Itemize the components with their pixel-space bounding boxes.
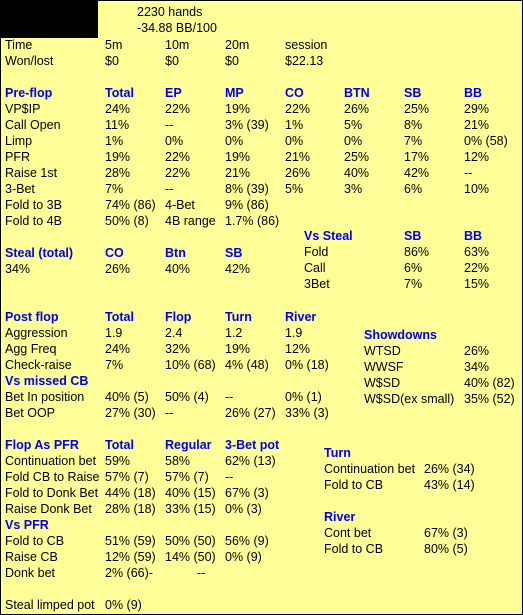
stat-value: -- bbox=[165, 406, 174, 420]
won-lost-10m: $0 bbox=[165, 54, 179, 68]
stat-value: 12% (59) bbox=[105, 550, 156, 564]
stat-label: W$SD(ex small) bbox=[364, 392, 455, 406]
stat-value: 40% bbox=[344, 166, 370, 180]
stat-value: 7% bbox=[404, 134, 423, 148]
postflop-col-total: Total bbox=[105, 310, 134, 324]
stat-label: Call Open bbox=[5, 118, 61, 132]
stat-value: 0% (1) bbox=[285, 390, 322, 404]
flop-pfr-col-3bet-pot: 3-Bet pot bbox=[225, 438, 280, 452]
stat-label: Raise Donk Bet bbox=[5, 502, 92, 516]
flop-pfr-col-total: Total bbox=[105, 438, 134, 452]
vs-steal-heading: Vs Steal bbox=[304, 229, 353, 243]
stat-value: 7% bbox=[105, 182, 124, 196]
stat-value: 51% (59) bbox=[105, 534, 156, 548]
stat-value: 1.9 bbox=[105, 326, 123, 340]
stat-value: 40% (15) bbox=[165, 486, 216, 500]
winrate: -34.88 BB/100 bbox=[137, 21, 217, 35]
hands-count: 2230 hands bbox=[137, 5, 203, 19]
stat-value: 26% (27) bbox=[225, 406, 276, 420]
preflop-col-sb: SB bbox=[404, 86, 422, 100]
stat-value: 1% bbox=[105, 134, 124, 148]
stat-value: 25% bbox=[404, 102, 430, 116]
stat-value: 1.2 bbox=[225, 326, 243, 340]
stat-value: 7% bbox=[404, 277, 423, 291]
stat-value: 19% bbox=[225, 102, 251, 116]
stat-value: 67% (3) bbox=[424, 526, 468, 540]
stat-value: 67% (3) bbox=[225, 486, 269, 500]
stat-value: 44% (18) bbox=[105, 486, 156, 500]
four-bet-range-label: 4B range bbox=[165, 214, 216, 228]
stat-label: Fold to CB bbox=[5, 534, 65, 548]
won-lost-label: Won/lost bbox=[5, 54, 54, 68]
stat-value: 21% bbox=[285, 150, 311, 164]
stat-value: 4% (48) bbox=[225, 358, 269, 372]
stat-value: 22% bbox=[165, 150, 191, 164]
stat-value: 6% bbox=[404, 182, 423, 196]
stat-label: Continuation bet bbox=[324, 462, 416, 476]
stat-value: 0% bbox=[344, 134, 363, 148]
stat-value: 26% (34) bbox=[424, 462, 475, 476]
stat-value: 1.9 bbox=[285, 326, 303, 340]
stat-label: Limp bbox=[5, 134, 33, 148]
stat-value: 22% bbox=[285, 102, 311, 116]
stat-value: 7% bbox=[105, 358, 124, 372]
stat-value: 10% bbox=[464, 182, 490, 196]
stat-label: WWSF bbox=[364, 360, 404, 374]
stat-value: 26% bbox=[344, 102, 370, 116]
stat-label: Fold bbox=[304, 245, 329, 259]
postflop-col-river: River bbox=[285, 310, 317, 324]
steal-col-co: CO bbox=[105, 246, 124, 260]
stat-value: 32% bbox=[165, 342, 191, 356]
stat-value: 27% (30) bbox=[105, 406, 156, 420]
stat-value: 25% bbox=[344, 150, 370, 164]
stat-value: 21% bbox=[225, 166, 251, 180]
stat-value: 43% (14) bbox=[424, 478, 475, 492]
stat-value: 57% (7) bbox=[165, 470, 209, 484]
stat-value: 14% (50) bbox=[165, 550, 216, 564]
stat-label: Fold CB to Raise bbox=[5, 470, 100, 484]
stat-value: 19% bbox=[225, 342, 251, 356]
stat-label: Bet OOP bbox=[5, 406, 56, 420]
turn-heading: Turn bbox=[324, 446, 351, 460]
stat-value: 0% (58) bbox=[464, 134, 508, 148]
river-heading: River bbox=[324, 510, 356, 524]
won-lost-5m: $0 bbox=[105, 54, 119, 68]
stat-value: 6% bbox=[404, 261, 423, 275]
stat-label: Bet In position bbox=[5, 390, 85, 404]
stat-value: 0% bbox=[225, 134, 244, 148]
stat-label: Call bbox=[304, 261, 326, 275]
stat-value: 21% bbox=[464, 118, 490, 132]
steal-limped-pot-label: Steal limped pot bbox=[5, 598, 95, 612]
flop-pfr-col-regular: Regular bbox=[165, 438, 212, 452]
col-5m: 5m bbox=[105, 38, 123, 52]
steal-btn-value: 40% bbox=[165, 262, 191, 276]
vs-pfr-heading: Vs PFR bbox=[5, 518, 49, 532]
redacted-player-name bbox=[1, 1, 98, 38]
stat-value: 50% (50) bbox=[165, 534, 216, 548]
stat-value: 56% (9) bbox=[225, 534, 269, 548]
stat-value: 2.4 bbox=[165, 326, 183, 340]
stat-value: 0% (9) bbox=[225, 550, 262, 564]
preflop-col-co: CO bbox=[285, 86, 304, 100]
stat-value: 12% bbox=[285, 342, 311, 356]
stat-value: 59% bbox=[105, 454, 131, 468]
stat-label: Raise CB bbox=[5, 550, 58, 564]
preflop-col-total: Total bbox=[105, 86, 134, 100]
stat-value: -- bbox=[225, 470, 234, 484]
stat-value: 12% bbox=[464, 150, 490, 164]
four-bet-range-value: 1.7% (86) bbox=[225, 214, 280, 228]
preflop-col-btn: BTN bbox=[344, 86, 370, 100]
stat-value: 33% (3) bbox=[285, 406, 329, 420]
stat-label: Check-raise bbox=[5, 358, 72, 372]
stat-value: 8% bbox=[404, 118, 423, 132]
stat-value: 19% bbox=[225, 150, 251, 164]
stat-value: 0% bbox=[285, 134, 304, 148]
stat-value: 5% bbox=[285, 182, 304, 196]
stat-label: Fold to CB bbox=[324, 478, 384, 492]
stat-value: 15% bbox=[464, 277, 490, 291]
steal-limped-pot-value: 0% (9) bbox=[105, 598, 142, 612]
won-lost-20m: $0 bbox=[225, 54, 239, 68]
stat-value: 5% bbox=[344, 118, 363, 132]
stat-value: 1% bbox=[285, 118, 304, 132]
postflop-col-turn: Turn bbox=[225, 310, 252, 324]
stat-value: 42% bbox=[404, 166, 430, 180]
stat-label: Raise 1st bbox=[5, 166, 58, 180]
won-lost-session: $22.13 bbox=[285, 54, 324, 68]
stat-label: Continuation bet bbox=[5, 454, 97, 468]
stat-value: 22% bbox=[464, 261, 490, 275]
stat-value: 26% bbox=[285, 166, 311, 180]
stat-value: 35% (52) bbox=[464, 392, 515, 406]
stat-value: 40% (82) bbox=[464, 376, 515, 390]
stat-value: 10% (68) bbox=[165, 358, 216, 372]
stat-value: -- bbox=[197, 566, 206, 580]
stat-value: 50% (4) bbox=[165, 390, 209, 404]
stat-value: 80% (5) bbox=[424, 542, 468, 556]
stat-label: Cont bet bbox=[324, 526, 372, 540]
stat-value: 28% bbox=[105, 166, 131, 180]
stat-value: -- bbox=[464, 166, 473, 180]
stat-value: 34% bbox=[464, 360, 490, 374]
steal-co-value: 26% bbox=[105, 262, 131, 276]
showdowns-heading: Showdowns bbox=[364, 328, 437, 342]
stat-value: 0% bbox=[165, 134, 184, 148]
fold-to-4b-label: Fold to 4B bbox=[5, 214, 62, 228]
stat-label: PFR bbox=[5, 150, 30, 164]
stat-value: 57% (7) bbox=[105, 470, 149, 484]
stat-value: 33% (15) bbox=[165, 502, 216, 516]
stat-value: 2% (66)- bbox=[105, 566, 153, 580]
stat-value: 22% bbox=[165, 102, 191, 116]
preflop-col-mp: MP bbox=[225, 86, 244, 100]
steal-sb-value: 42% bbox=[225, 262, 251, 276]
steal-col-btn: Btn bbox=[165, 246, 186, 260]
preflop-col-bb: BB bbox=[464, 86, 483, 100]
stat-value: 40% (5) bbox=[105, 390, 149, 404]
stat-value: -- bbox=[165, 118, 174, 132]
stat-value: 28% (18) bbox=[105, 502, 156, 516]
stat-value: 29% bbox=[464, 102, 490, 116]
stat-value: 22% bbox=[165, 166, 191, 180]
stat-label: Agg Freq bbox=[5, 342, 57, 356]
preflop-col-ep: EP bbox=[165, 86, 182, 100]
flop-as-pfr-heading: Flop As PFR bbox=[5, 438, 79, 452]
time-label: Time bbox=[5, 38, 33, 52]
stat-value: 11% bbox=[105, 118, 130, 132]
preflop-heading: Pre-flop bbox=[5, 86, 53, 100]
stat-label: 3Bet bbox=[304, 277, 330, 291]
vs-missed-cb-heading: Vs missed CB bbox=[5, 374, 89, 388]
fold-to-4b-value: 50% (8) bbox=[105, 214, 149, 228]
stat-value: 8% (39) bbox=[225, 182, 269, 196]
postflop-heading: Post flop bbox=[5, 310, 59, 324]
stat-value: 24% bbox=[105, 342, 131, 356]
fold-to-3b-value: 74% (86) bbox=[105, 198, 156, 212]
stat-value: 19% bbox=[105, 150, 131, 164]
stat-value: -- bbox=[225, 390, 234, 404]
stat-label: 3-Bet bbox=[5, 182, 35, 196]
stat-label: Aggression bbox=[5, 326, 68, 340]
stat-label: Fold to Donk Bet bbox=[5, 486, 99, 500]
stat-label: VP$IP bbox=[5, 102, 41, 116]
steal-col-sb: SB bbox=[225, 246, 243, 260]
stat-value: 86% bbox=[404, 245, 430, 259]
stat-label: W$SD bbox=[364, 376, 401, 390]
stat-value: 0% (3) bbox=[225, 502, 262, 516]
stat-value: 3% (39) bbox=[225, 118, 269, 132]
stat-value: 26% bbox=[464, 344, 490, 358]
stat-value: 58% bbox=[165, 454, 191, 468]
vs-steal-col-bb: BB bbox=[464, 229, 483, 243]
postflop-col-flop: Flop bbox=[165, 310, 192, 324]
stat-value: 63% bbox=[464, 245, 490, 259]
stat-value: -- bbox=[165, 182, 174, 196]
vs-steal-col-sb: SB bbox=[404, 229, 422, 243]
steal-total-value: 34% bbox=[5, 262, 31, 276]
four-bet-label: 4-Bet bbox=[165, 198, 195, 212]
stat-label: WTSD bbox=[364, 344, 401, 358]
steal-heading: Steal (total) bbox=[5, 246, 74, 260]
fold-to-3b-label: Fold to 3B bbox=[5, 198, 62, 212]
stat-label: Donk bet bbox=[5, 566, 56, 580]
stat-value: 24% bbox=[105, 102, 131, 116]
stat-value: 62% (13) bbox=[225, 454, 276, 468]
col-20m: 20m bbox=[225, 38, 250, 52]
col-session: session bbox=[285, 38, 328, 52]
stat-value: 17% bbox=[404, 150, 430, 164]
four-bet-value: 9% (86) bbox=[225, 198, 269, 212]
stat-label: Fold to CB bbox=[324, 542, 384, 556]
stat-value: 3% bbox=[344, 182, 363, 196]
stat-value: 0% (18) bbox=[285, 358, 329, 372]
col-10m: 10m bbox=[165, 38, 190, 52]
